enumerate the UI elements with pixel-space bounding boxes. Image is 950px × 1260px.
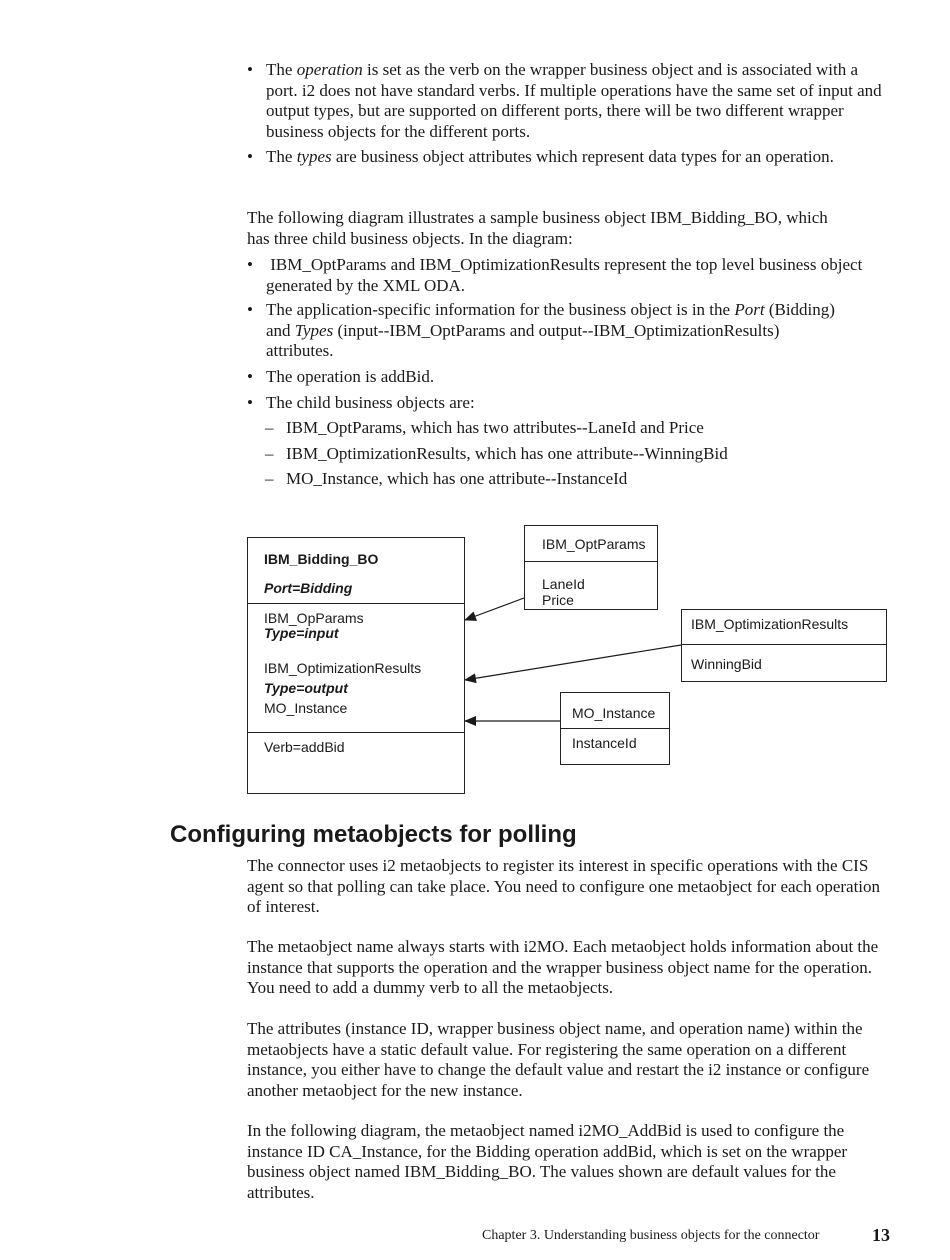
arrow-optresults xyxy=(465,645,681,680)
bullet-text: IBM_OptParams and IBM_OptimizationResults represent the top level business object generated by the XML ODA. xyxy=(266,255,867,295)
sub-bullet-text: MO_Instance, which has one attribute--InstanceId xyxy=(286,469,628,488)
main-box-attr: MO_Instance xyxy=(264,700,348,716)
optparams-title: IBM_OptParams xyxy=(542,536,646,552)
bullet-emphasis: Types xyxy=(294,320,334,340)
main-box-verb: Verb=addBid xyxy=(264,739,345,755)
dash-marker: – xyxy=(265,469,274,488)
optresults-title: IBM_OptimizationResults xyxy=(691,616,849,632)
optparams-attr: LaneId xyxy=(542,576,585,592)
bullet-text: are business object attributes which represent data types for an operation. xyxy=(331,147,834,166)
main-box-attr: IBM_OptimizationResults xyxy=(264,660,422,676)
paragraph: The connector uses i2 metaobjects to register its interest in specific operations with the CIS agent so that polling can take place. You need to configure one metaobject for each operation of interest. xyxy=(247,856,881,916)
bullet-text: is set as the verb on the wrapper business object and is associated with a port. i2 does not have standard verbs. If multiple operations have the same set of input and output types, but are supported on different ports, there will be two different wrapper business objects for the different ports. xyxy=(266,60,882,141)
bullet-emphasis: Port xyxy=(734,300,765,319)
footer-chapter: Chapter 3. Understanding business objects for the connector xyxy=(482,1228,820,1243)
bullet-emphasis: types xyxy=(296,147,332,166)
intro-paragraph: The following diagram illustrates a sample business object IBM_Bidding_BO, which has three child business objects. In the diagram: xyxy=(247,208,828,248)
bullet-marker: • xyxy=(247,300,253,319)
bullet-emphasis: operation xyxy=(296,60,363,79)
main-box-type: Type=output xyxy=(264,680,348,696)
bullet-text: The child business objects are: xyxy=(266,393,475,412)
sub-bullet-text: IBM_OptParams, which has two attributes--LaneId and Price xyxy=(286,418,704,437)
bullet-text: The operation is addBid. xyxy=(266,367,435,386)
bullet-marker: • xyxy=(247,60,253,79)
paragraph: The metaobject name always starts with i2MO. Each metaobject holds information about the instance that supports the operation and the wrapper business object name for the operation. You need to add a dummy verb to all the metaobjects. xyxy=(247,937,879,997)
moinstance-attr: InstanceId xyxy=(572,735,637,751)
bullet-marker: • xyxy=(247,393,253,412)
main-box-port: Port=Bidding xyxy=(264,580,353,596)
page-number: 13 xyxy=(872,1225,890,1245)
bullet-text: (Bidding) and xyxy=(266,300,835,340)
bullet-text: The application-specific information for the business object is in the xyxy=(266,300,735,319)
main-box-title: IBM_Bidding_BO xyxy=(264,551,379,567)
bullet-marker: • xyxy=(247,255,253,274)
arrow-optparams xyxy=(465,598,524,620)
paragraph: In the following diagram, the metaobject named i2MO_AddBid is used to configure the instance ID CA_Instance, for the Bidding operation addBid, which is set on the wrapper business object named IBM_Bidding_BO. The values shown are default values for the attributes. xyxy=(247,1121,848,1202)
main-box-type: Type=input xyxy=(264,625,339,641)
paragraph: The attributes (instance ID, wrapper business object name, and operation name) within the metaobjects have a static default value. For registering the same operation on a different instance, you either have to change the default value and restart the i2 instance or configure another metaobject for the new instance. xyxy=(247,1019,870,1100)
main-box-attr: IBM_OpParams xyxy=(264,610,364,626)
bullet-marker: • xyxy=(247,147,253,166)
bullet-text: (input--IBM_OptParams and output--IBM_OptimizationResults) attributes. xyxy=(266,320,780,360)
bullet-text: The xyxy=(266,60,297,79)
bullet-marker: • xyxy=(247,367,253,386)
dash-marker: – xyxy=(265,444,274,463)
sub-bullet-text: IBM_OptimizationResults, which has one attribute--WinningBid xyxy=(286,444,728,463)
section-heading: Configuring metaobjects for polling xyxy=(170,821,577,848)
optresults-attr: WinningBid xyxy=(691,656,762,672)
optparams-attr: Price xyxy=(542,592,574,608)
dash-marker: – xyxy=(265,418,274,437)
bullet-text: The xyxy=(266,147,297,166)
moinstance-title: MO_Instance xyxy=(572,705,656,721)
